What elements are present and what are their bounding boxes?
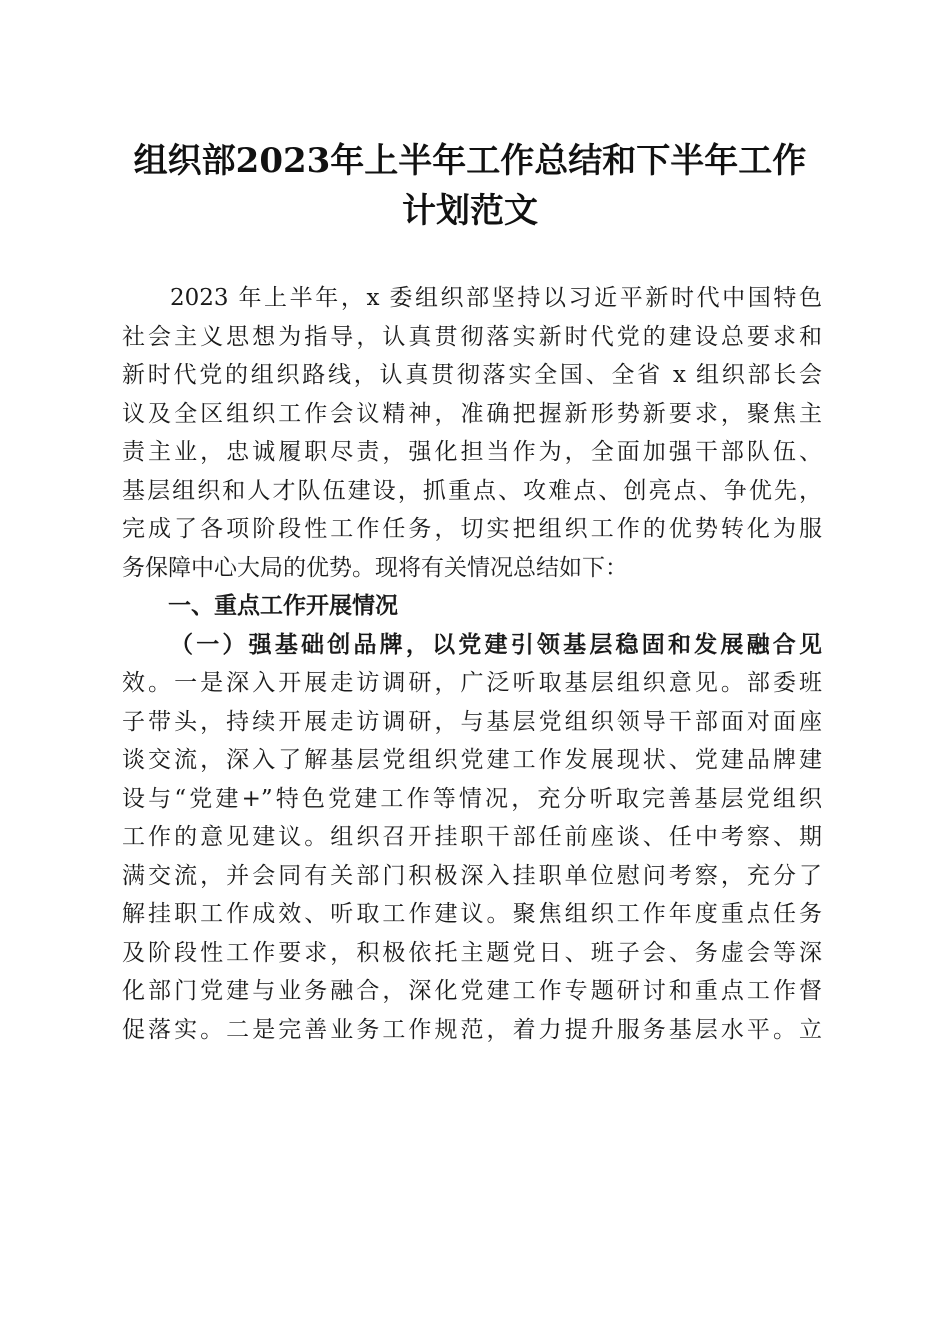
paragraph-line: 完成了各项阶段性工作任务，切实把组织工作的优势转化为服	[122, 516, 822, 542]
paragraph-line: 新时代党的组织路线，认真贯彻落实全国、全省 x 组织部长会	[122, 362, 822, 388]
paragraph-line: 议及全区组织工作会议精神，准确把握新形势新要求，聚焦主	[122, 400, 822, 427]
paragraph-line: 责主业，忠诚履职尽责，强化担当作为，全面加强干部队伍、	[122, 439, 822, 465]
paragraph-line: 基层组织和人才队伍建设，抓重点、攻难点、创亮点、争优先，	[122, 477, 822, 504]
document-body	[122, 279, 822, 1049]
paragraph-line: 工作的意见建议。组织召开挂职干部任前座谈、任中考察、期	[122, 824, 822, 850]
paragraph-line: 化部门党建与业务融合，深化党建工作专题研讨和重点工作督	[122, 978, 822, 1004]
section-heading: 一、重点工作开展情况	[168, 593, 398, 619]
paragraph-line: 社会主义思想为指导，认真贯彻落实新时代党的建设总要求和	[122, 323, 822, 350]
title-line-1: 组织部2023年上半年工作总结和下半年工作	[133, 141, 807, 181]
paragraph-line: 及阶段性工作要求，积极依托主题党日、班子会、务虚会等深	[122, 939, 822, 966]
paragraph-line: 务保障中心大局的优势。现将有关情况总结如下：	[122, 554, 628, 581]
paragraph-line: 设与“党建+”特色党建工作等情况，充分听取完善基层党组织	[122, 785, 822, 812]
paragraph-line: 子带头，持续开展走访调研，与基层党组织领导干部面对面座	[122, 708, 822, 735]
title-line-2: 计划范文	[402, 191, 538, 231]
paragraph-line: 2023 年上半年，x 委组织部坚持以习近平新时代中国特色	[170, 285, 822, 311]
paragraph-line: 促落实。二是完善业务工作规范，着力提升服务基层水平。立	[122, 1016, 822, 1043]
document-title	[100, 136, 840, 236]
subsection-heading-line: （一）强基础创品牌，以党建引领基层稳固和发展融合见	[170, 630, 822, 658]
paragraph-line: 解挂职工作成效、听取工作建议。聚焦组织工作年度重点任务	[122, 901, 822, 927]
paragraph-line: 效。一是深入开展走访调研，广泛听取基层组织意见。部委班	[122, 670, 822, 696]
paragraph-line: 满交流，并会同有关部门积极深入挂职单位慰问考察，充分了	[122, 862, 822, 889]
paragraph-line: 谈交流，深入了解基层党组织党建工作发展现状、党建品牌建	[122, 747, 822, 773]
